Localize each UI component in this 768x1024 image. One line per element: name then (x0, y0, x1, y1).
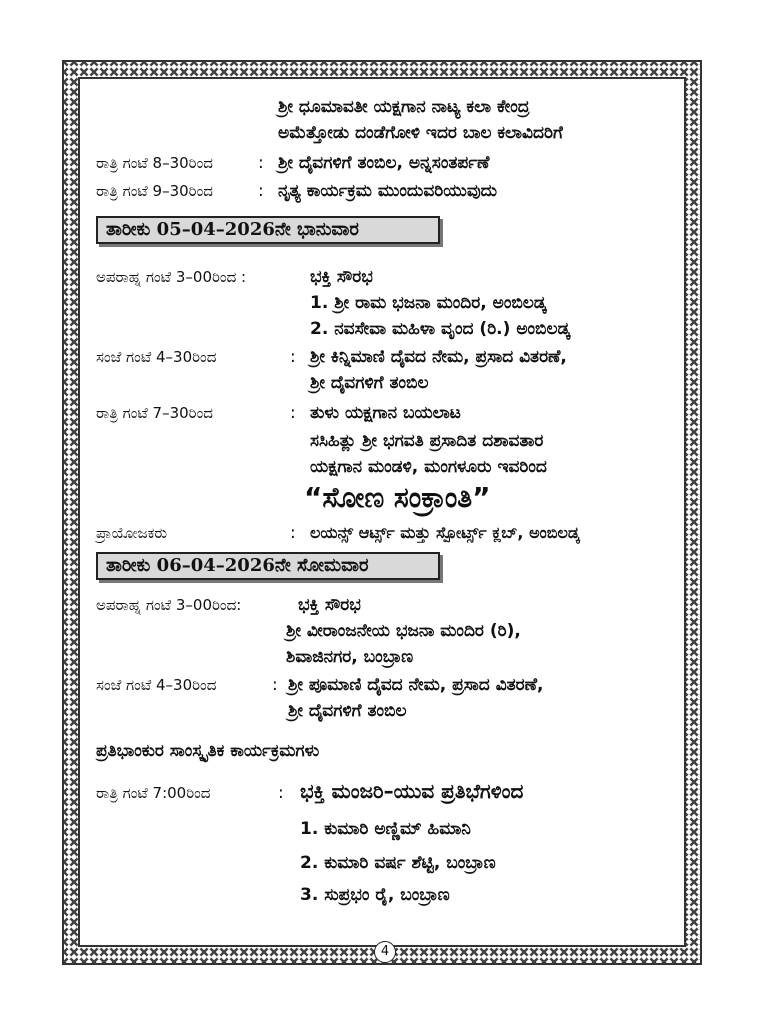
section-heading: ಪ್ರತಿಭಾಂಕುರ ಸಾಂಸ್ಕೃತಿಕ ಕಾರ್ಯಕ್ರಮಗಳು (96, 741, 320, 761)
list-item: 3. ಸುಪ್ರಭಂ ರೈ, ಬಂಬ್ರಾಣ (300, 885, 450, 905)
schedule-text: ಶ್ರೀ ದೈವಗಳಿಗೆ ತಂಬಿಲ, ಅನ್ನಸಂತರ್ಪಣೆ (278, 153, 490, 173)
schedule-time: ಅಪರಾಹ್ನ ಗಂಟೆ 3–00ರಿಂದ : (96, 268, 247, 286)
sponsor-text: ಲಯನ್ಸ್ ಆರ್ಟ್ಸ್ ಮತ್ತು ಸ್ಪೋರ್ಟ್ಸ್ ಕ್ಲಬ್, ಅಂಬಿಲಡ್ಕ (310, 523, 580, 542)
schedule-text: ನೃತ್ಯ ಕಾರ್ಯಕ್ರಮ ಮುಂದುವರಿಯುವುದು (278, 181, 498, 201)
schedule-text: ಶ್ರೀ ವೀರಾಂಜನೇಯ ಭಜನಾ ಮಂದಿರ (ರಿ), (286, 621, 521, 641)
schedule-colon: : (278, 783, 284, 803)
schedule-text: ಸಸಿಹಿತ್ಲು ಶ್ರೀ ಭಗವತಿ ಪ್ರಸಾದಿತ ದಶಾವತಾರ (310, 431, 544, 451)
date-banner-day2: ತಾರೀಕು 06–04–2026ನೇ ಸೋಮವಾರ (96, 552, 440, 580)
header-line-2: ಅಮೆತ್ತೋಡು ದಂಡೆಗೋಳಿ ಇದರ ಬಾಲ ಕಲಾವಿದರಿಗೆ (278, 123, 563, 143)
sponsor-label: ಪ್ರಾಯೋಜಕರು (96, 524, 168, 542)
schedule-colon: : (258, 181, 264, 201)
list-item: 2. ಕುಮಾರಿ ವರ್ಷ ಶೆಟ್ಟಿ, ಬಂಬ್ರಾಣ (300, 853, 496, 873)
schedule-text: ಶಿವಾಜಿನಗರ, ಬಂಬ್ರಾಣ (286, 647, 414, 667)
schedule-time: ರಾತ್ರಿ ಗಂಟೆ 9–30ರಿಂದ (96, 182, 213, 200)
schedule-colon: : (272, 675, 278, 695)
schedule-text: ಶ್ರೀ ದೈವಗಳಿಗೆ ತಂಬಿಲ (310, 373, 429, 393)
schedule-colon: : (258, 153, 264, 173)
date-banner-day1: ತಾರೀಕು 05–04–2026ನೇ ಭಾನುವಾರ (96, 216, 440, 244)
list-item: 1. ಕುಮಾರಿ ಅಣ್ಣಿಮ್ ಹಿಮಾನಿ (300, 819, 471, 839)
schedule-text: ಶ್ರೀ ದೈವಗಳಿಗೆ ತಂಬಿಲ (288, 701, 407, 721)
schedule-time: ಸಂಜೆ ಗಂಟೆ 4–30ರಿಂದ (96, 348, 217, 366)
schedule-time: ರಾತ್ರಿ ಗಂಟೆ 8–30ರಿಂದ (96, 154, 213, 172)
schedule-colon: : (290, 403, 296, 423)
page-number: 4 (374, 941, 396, 963)
schedule-time: ಸಂಜೆ ಗಂಟೆ 4–30ರಿಂದ (96, 676, 217, 694)
schedule-text: ಶ್ರೀ ಪೂಮಾಣಿ ದೈವದ ನೇಮ, ಪ್ರಸಾದ ವಿತರಣೆ, (288, 675, 544, 695)
schedule-time: ರಾತ್ರಿ ಗಂಟೆ 7:00ರಿಂದ (96, 784, 211, 802)
event-title: ಭಕ್ತಿ ಸೌರಭ (298, 595, 361, 615)
list-item: 2. ನವಸೇವಾ ಮಹಿಳಾ ವೃಂದ (ರಿ.) ಅಂಬಿಲಡ್ಕ (310, 319, 570, 339)
schedule-colon: : (290, 347, 296, 367)
list-item: 1. ಶ್ರೀ ರಾಮ ಭಜನಾ ಮಂದಿರ, ಅಂಬಿಲಡ್ಕ (310, 293, 547, 313)
play-title: “ಸೋಣ ಸಂಕ್ರಾಂತಿ” (304, 481, 491, 514)
schedule-colon: : (290, 523, 296, 543)
schedule-text: ಶ್ರೀ ಕಿನ್ನಿಮಾಣಿ ದೈವದ ನೇಮ, ಪ್ರಸಾದ ವಿತರಣೆ, (310, 347, 567, 367)
event-title: ಭಕ್ತಿ ಸೌರಭ (310, 267, 373, 287)
event-title: ತುಳು ಯಕ್ಷಗಾನ ಬಯಲಾಟ (310, 403, 461, 423)
event-title: ಭಕ್ತಿ ಮಂಜರಿ–ಯುವ ಪ್ರತಿಭೆಗಳಿಂದ (300, 779, 524, 803)
schedule-time: ರಾತ್ರಿ ಗಂಟೆ 7–30ರಿಂದ (96, 404, 213, 422)
schedule-time: ಅಪರಾಹ್ನ ಗಂಟೆ 3–00ರಿಂದ: (96, 596, 242, 614)
schedule-text: ಯಕ್ಷಗಾನ ಮಂಡಳಿ, ಮಂಗಳೂರು ಇವರಿಂದ (310, 457, 547, 477)
header-line-1: ಶ್ರೀ ಧೂಮಾವತೀ ಯಕ್ಷಗಾನ ನಾಟ್ಯ ಕಲಾ ಕೇಂದ್ರ (278, 97, 530, 117)
